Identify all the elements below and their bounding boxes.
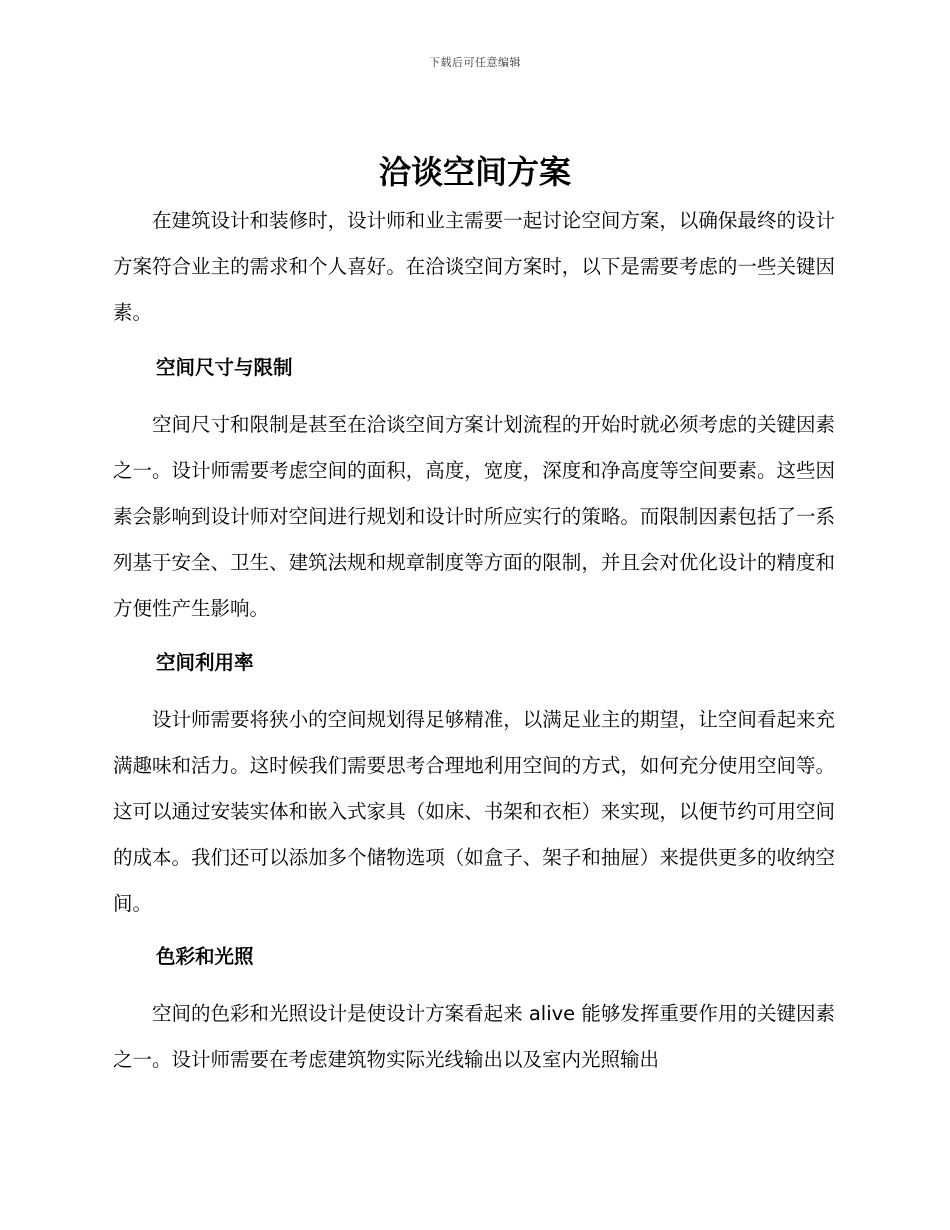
section-heading-space-usage: 空间利用率 bbox=[156, 651, 254, 674]
section-paragraph-space-size: 空间尺寸和限制是甚至在洽谈空间方案计划流程的开始时就必须考虑的关键因素之一。设计师需要考虑空间的面积，高度，宽度，深度和净高度等空间要素。这些因素会影响到设计师对空间进行规划和设计时所应实行的策略。而限制因素包括了一系列基于安全、卫生、建筑法规和规章制度等方面的限制，并且会对优化设计的精度和方便性产生影响。 bbox=[113, 413, 835, 620]
intro-paragraph: 在建筑设计和装修时，设计师和业主需要一起讨论空间方案，以确保最终的设计方案符合业主的需求和个人喜好。在洽谈空间方案时，以下是需要考虑的一些关键因素。 bbox=[113, 209, 835, 324]
document-title: 洽谈空间方案 bbox=[378, 153, 571, 191]
section-paragraph-space-usage: 设计师需要将狭小的空间规划得足够精准，以满足业主的期望，让空间看起来充满趣味和活力。这时候我们需要思考合理地利用空间的方式，如何充分使用空间等。这可以通过安装实体和嵌入式家具（如床、书架和衣柜）来实现，以便节约可用空间的成本。我们还可以添加多个储物选项（如盒子、架子和抽屉）来提供更多的收纳空间。 bbox=[113, 708, 835, 915]
section-paragraph-color-light: 空间的色彩和光照设计是使设计方案看起来 alive 能够发挥重要作用的关键因素之一。设计师需要在考虑建筑物实际光线输出以及室内光照输出 bbox=[113, 1002, 835, 1071]
header-note: 下载后可任意编辑 bbox=[429, 56, 521, 69]
section-heading-color-light: 色彩和光照 bbox=[156, 945, 254, 968]
section-heading-space-size: 空间尺寸与限制 bbox=[156, 356, 293, 379]
